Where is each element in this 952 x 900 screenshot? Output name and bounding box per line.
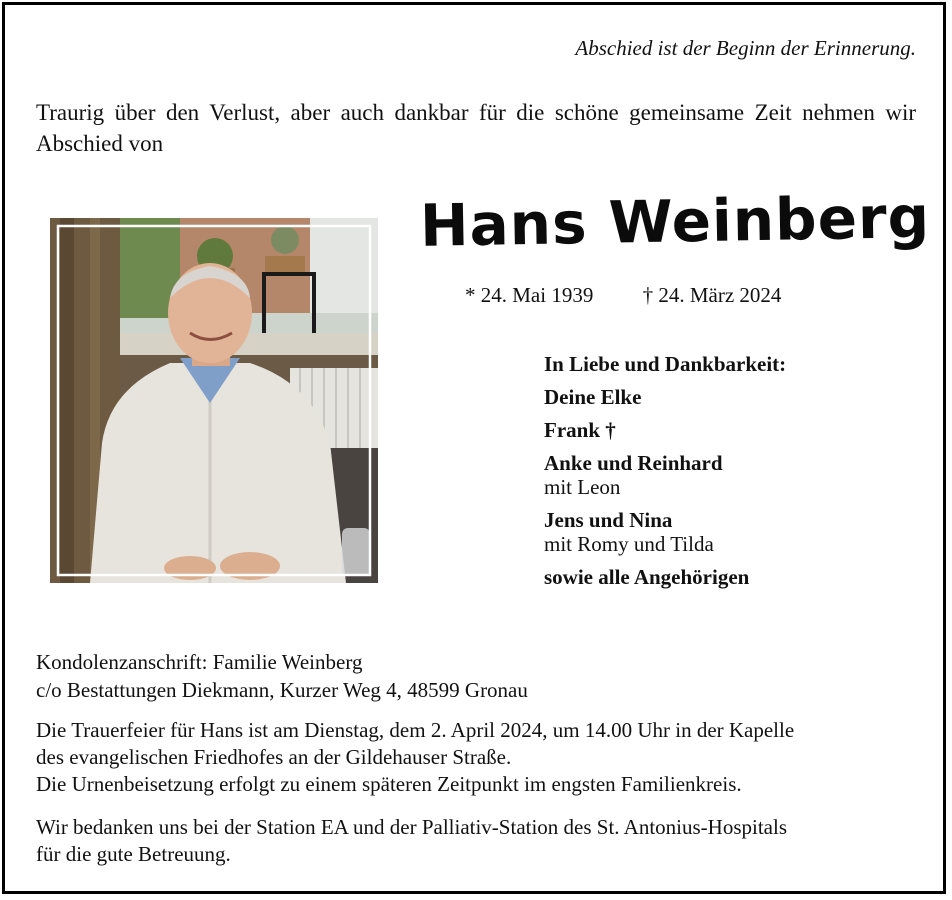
thanks-line: Wir bedanken uns bei der Station EA und der Palliativ-Station des St. Antonius-Hospitals xyxy=(36,815,787,839)
deceased-name: Hans Weinberg xyxy=(419,183,931,260)
motto: Abschied ist der Beginn der Erinnerung. xyxy=(575,36,916,60)
family-heading: In Liebe und Dankbarkeit: xyxy=(544,352,787,376)
family-member: Frank † xyxy=(544,418,616,442)
family-member: sowie alle Angehörigen xyxy=(544,565,750,589)
ceremony-line: des evangelischen Friedhofes an der Gildehauser Straße. xyxy=(36,745,512,769)
intro-text: Traurig über den Verlust, aber auch dankbar für die schöne gemeinsame Zeit nehmen wir Abschied von xyxy=(36,100,916,156)
condolence-line: c/o Bestattungen Diekmann, Kurzer Weg 4, 48599 Gronau xyxy=(36,678,528,702)
portrait-photo xyxy=(50,218,378,583)
birth-date: * 24. Mai 1939 xyxy=(465,283,594,307)
ceremony-line: Die Trauerfeier für Hans ist am Dienstag, dem 2. April 2024, um 14.00 Uhr in der Kapelle xyxy=(36,718,795,742)
condolence-line: Kondolenzanschrift: Familie Weinberg xyxy=(36,650,363,674)
ceremony-info xyxy=(36,717,920,798)
family-member: Deine Elke xyxy=(544,385,642,409)
family-member: Jens und Nina xyxy=(544,508,673,532)
death-date: † 24. März 2024 xyxy=(642,283,782,307)
family-member-sub: mit Romy und Tilda xyxy=(544,532,714,556)
ceremony-line: Die Urnenbeisetzung erfolgt zu einem späteren Zeitpunkt im engsten Familienkreis. xyxy=(36,772,742,796)
family-member: Anke und Reinhard xyxy=(544,451,723,475)
life-dates xyxy=(465,283,781,308)
family-list xyxy=(544,352,786,589)
condolence-address xyxy=(36,648,528,704)
thanks-note xyxy=(36,814,920,868)
thanks-line: für die gute Betreuung. xyxy=(36,842,231,866)
family-member-sub: mit Leon xyxy=(544,475,621,499)
